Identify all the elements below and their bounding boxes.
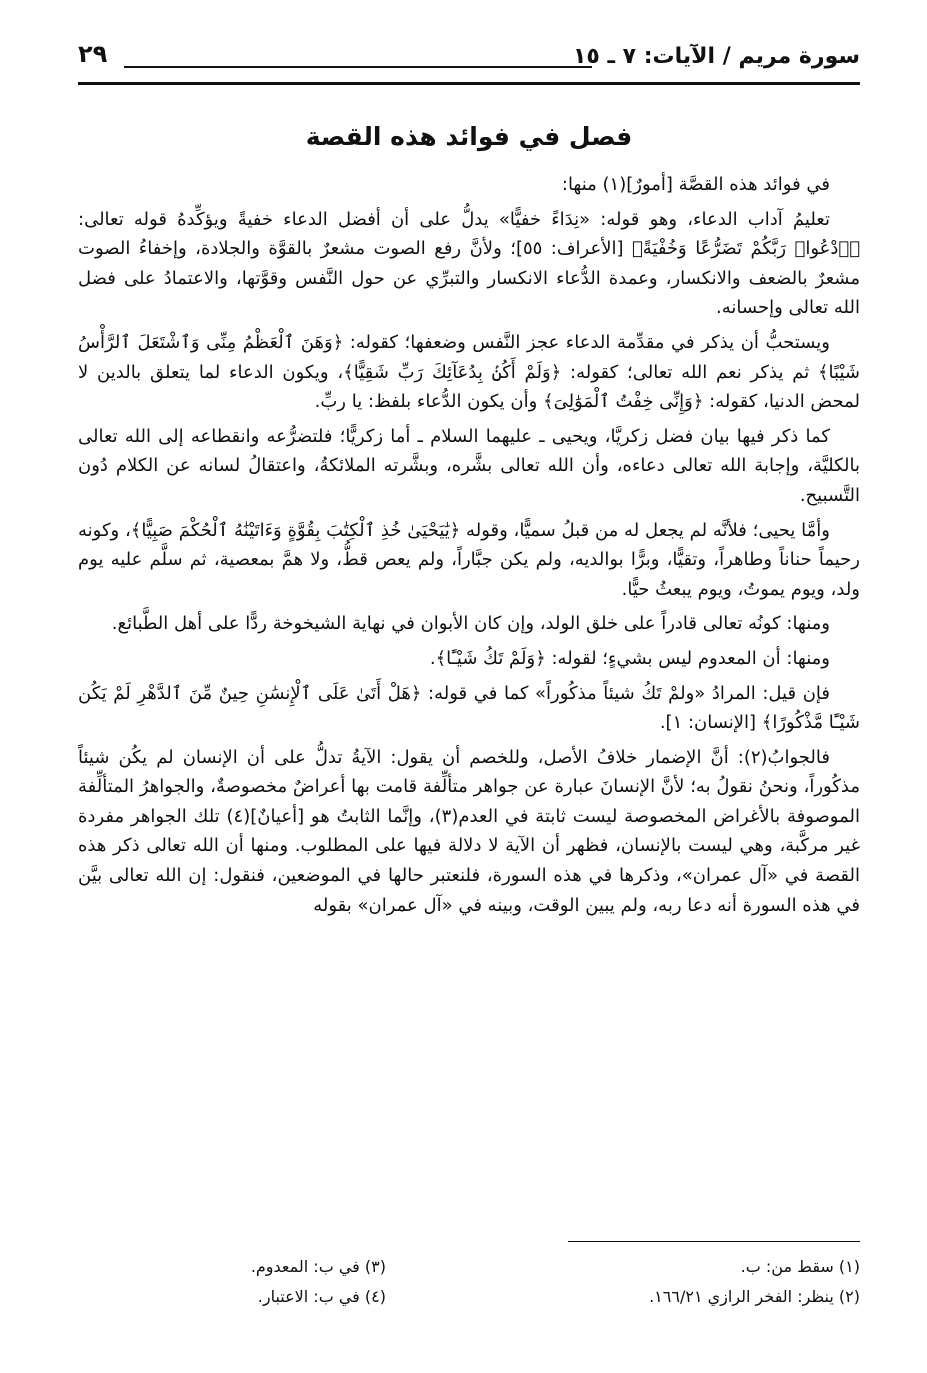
paragraph: تعليمُ آداب الدعاء، وهو قوله: «نِدَاءً خفيًّا» يدلُّ على أن أفضل الدعاء خفيةً ويؤكِّدهُ قوله تعالى: ﴿ٱدْعُوا۟ رَبَّكُمْ تَضَرُّعًا وَخُفْيَةً﴾ [الأعراف: ٥٥]؛ ولأنَّ رفع الصوت مشعرٌ بالقوَّة والجلادة، وإخفاءُ الصوت مشعرٌ بالضعف والانكسار، وعمدة الدُّعاء الانكسار والتبرِّي عن حول النَّفس وقوَّتها، والاعتمادُ على فضل الله تعالى وإحسانه. — [78, 208, 860, 319]
footnote-separator — [568, 1241, 860, 1242]
paragraph: فالجوابُ(٢): أنَّ الإضمار خلافُ الأصل، وللخصم أن يقول: الآيةُ تدلُّ على أن الإنسان لم يكُن شيئاً مذكُوراً، ونحنُ نقولُ به؛ لأنَّ الإنسانَ عبارة عن جواهر متألِّفة قامت بها أعراضٌ مخصوصةٌ، والجواهرُ المتألِّفة الموصوفة بالأغراض المخصوصة ليست ثابتة في العدم(٣)، وإنَّما الثابتُ هو [أعيانٌ](٤) تلك الجواهر مفردة غير مركَّبة، وهي ليست بالإنسان، فظهر أن الآية لا دلالة فيها على المطلوب. ومنها أن الله تعالى ذكر هذه القصة في «آل عمران»، وذكرها في هذه السورة، فلنعتبر حالها في الموضعين، فنقول: إن الله تعالى بيَّن في هذه السورة أنه دعا ربه، ولم يبين الوقت، وبينه في «آل عمران» بقوله — [78, 746, 860, 916]
paragraph: فإن قيل: المرادُ «ولمْ تَكُ شيئاً مذكُوراً» كما في قوله: ﴿هَلْ أَتَىٰ عَلَى ٱلْإِنسَٰنِ حِينٌ مِّنَ ٱلدَّهْرِ لَمْ يَكُن شَيْـًٔا مَّذْكُورًا﴾ [الإنسان: ١]. — [78, 682, 860, 734]
footnote-2: (٢) ينظر: الفخر الرازي ١٦٦/٢١. — [649, 1287, 860, 1306]
header-rule — [78, 82, 860, 85]
paragraph: ومنها: كونُه تعالى قادراً على خلق الولد، وإن كان الأبوان في نهاية الشيخوخة ردًّا على أهل الطَّبائع. — [111, 613, 830, 635]
footnote-4: (٤) في ب: الاعتبار. — [257, 1287, 386, 1306]
body-text — [78, 170, 860, 925]
running-header — [78, 36, 860, 86]
footnote-3: (٣) في ب: المعدوم. — [250, 1257, 386, 1276]
page-number: ٢٩ — [78, 40, 108, 68]
paragraph: وأمَّا يحيى؛ فلأنَّه لم يجعل له من قبلُ سميًّا، وقوله ﴿يَٰيَحْيَىٰ خُذِ ٱلْكِتَٰبَ بِقُوَّةٍ وَءَاتَيْنَٰهُ ٱلْحُكْمَ صَبِيًّا﴾، وكونه رحيماً حناناً وطاهراً، وتقيًّا، وبرًّا بوالديه، ولم يكن جبَّاراً، ولم يعص قطُّ، ولا همَّ بمعصية، ثم سلَّم عليه يوم ولد، ويوم يموتُ، ويوم يبعثُ حيًّا. — [78, 519, 860, 600]
paragraph: ويستحبُّ أن يذكر في مقدِّمة الدعاء عجز النَّفس وضعفها؛ كقوله: ﴿وَهَنَ ٱلْعَظْمُ مِنِّى وَٱشْتَعَلَ ٱلرَّأْسُ شَيْبًا﴾ ثم يذكر نعم الله تعالى؛ كقوله: ﴿وَلَمْ أَكُنۢ بِدُعَآئِكَ رَبِّ شَقِيًّا﴾، ويكون الدعاء لما يتعلق بالدين لا لمحض الدنيا، كقوله: ﴿وَإِنِّى خِفْتُ ٱلْمَوَٰلِىَ﴾ وأن يكون الدُّعاء بلفظ: يا ربِّ. — [78, 331, 860, 413]
paragraph: ومنها: أن المعدوم ليس بشيءٍ؛ لقوله: ﴿وَلَمْ تَكُ شَيْـًٔا﴾. — [429, 647, 830, 669]
paragraph: في فوائد هذه القصَّة [أمورٌ](١) منها: — [561, 174, 830, 195]
header-divider-line — [124, 66, 592, 68]
header-title: سورة مريم / الآيات: ٧ ـ ١٥ — [572, 44, 860, 69]
footnote-1: (١) سقط من: ب. — [740, 1257, 860, 1276]
section-title: فصل في فوائد هذه القصة — [305, 122, 633, 151]
paragraph: كما ذكر فيها بيان فضل زكريَّا، ويحيى ـ عليهما السلام ـ أما زكريًّا؛ فلتضرُّعه وانقطاعه إلى الله تعالى بالكليَّة، وإجابة الله تعالى دعاءه، وأن الله تعالى بشَّره، وبشَّرته الملائكةُ، واعتقالُ لسانه عن الكلام دُون التَّسبيح. — [78, 425, 860, 506]
